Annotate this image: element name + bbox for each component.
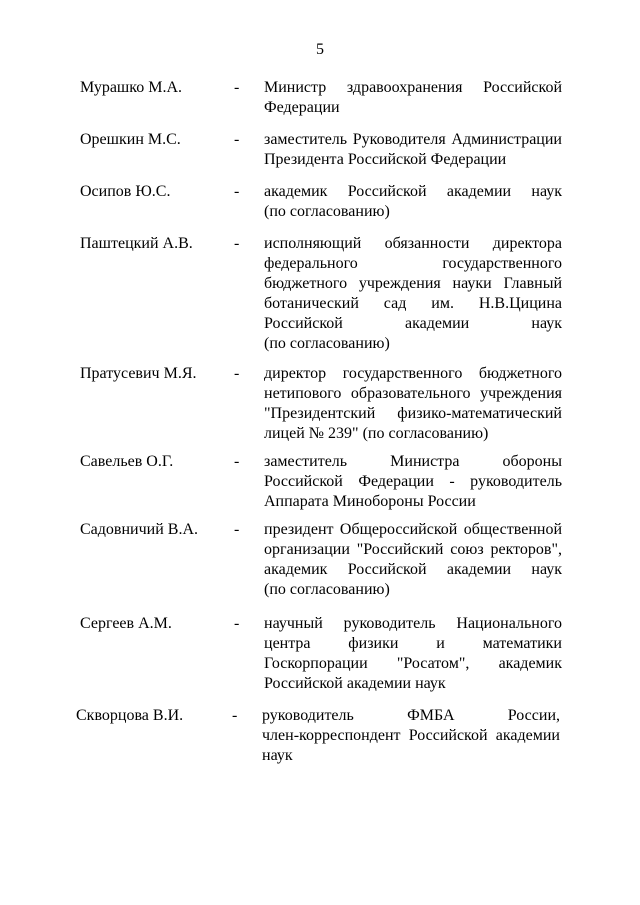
member-name: Савельев О.Г.	[80, 453, 174, 470]
position-line: Аппарата Минобороны России	[264, 493, 476, 510]
position-line: академик Российской академии наук	[264, 561, 562, 578]
position-line: (по согласованию)	[264, 335, 390, 352]
page-number: 5	[316, 41, 324, 58]
position-line: Министр здравоохранения Российской	[264, 79, 562, 96]
position-line: бюджетного учреждения науки Главный	[264, 275, 562, 292]
member-name: Осипов Ю.С.	[80, 183, 171, 200]
position-line: Российской академии наук	[264, 315, 562, 332]
member-name: Орешкин М.С.	[80, 131, 181, 148]
position-line: академик Российской академии наук	[264, 183, 562, 200]
position-line: директор государственного бюджетного	[264, 365, 562, 382]
position-line: (по согласованию)	[264, 203, 390, 220]
position-line: федерального государственного	[264, 255, 562, 272]
separator-dash: -	[234, 131, 240, 148]
position-line: научный руководитель Национального	[264, 615, 562, 632]
position-line: Российской Федерации - руководитель	[264, 473, 562, 490]
position-line: Российской академии наук	[264, 675, 446, 692]
position-line: исполняющий обязанности директора	[264, 235, 562, 252]
member-name: Скворцова В.И.	[76, 707, 184, 724]
separator-dash: -	[232, 707, 238, 724]
position-line: центра физики и математики	[264, 635, 562, 652]
position-line: Федерации	[264, 99, 340, 116]
position-line: президент Общероссийской общественной	[264, 521, 562, 538]
member-position	[264, 452, 562, 512]
separator-dash: -	[234, 183, 240, 200]
member-position	[264, 520, 562, 600]
position-line: Президента Российской Федерации	[264, 151, 507, 168]
position-line: член-корреспондент Российской академии	[262, 727, 560, 744]
member-position	[264, 614, 562, 694]
position-line: Госкорпорации "Росатом", академик	[264, 655, 562, 672]
separator-dash: -	[234, 235, 240, 252]
position-line: наук	[262, 747, 293, 764]
position-line: заместитель Руководителя Администрации	[264, 131, 562, 148]
separator-dash: -	[234, 521, 240, 538]
member-position	[264, 130, 562, 170]
position-line: (по согласованию)	[264, 581, 390, 598]
position-line: нетипового образовательного учреждения	[264, 385, 562, 402]
member-name: Паштецкий А.В.	[80, 235, 193, 252]
position-line: заместитель Министра обороны	[264, 453, 562, 470]
separator-dash: -	[234, 615, 240, 632]
position-line: ботанический сад им. Н.В.Цицина	[264, 295, 562, 312]
separator-dash: -	[234, 453, 240, 470]
position-line: "Президентский физико-математический	[264, 405, 562, 422]
member-position	[262, 706, 560, 766]
member-position	[264, 234, 562, 354]
separator-dash: -	[234, 365, 240, 382]
member-position	[264, 364, 562, 444]
member-name: Садовничий В.А.	[80, 521, 198, 538]
member-name: Пратусевич М.Я.	[80, 365, 197, 382]
member-position	[264, 78, 562, 118]
member-name: Сергеев А.М.	[80, 615, 172, 632]
member-position	[264, 182, 562, 222]
position-line: организации "Российский союз ректоров",	[264, 541, 562, 558]
position-line: лицей № 239" (по согласованию)	[264, 425, 489, 442]
member-name: Мурашко М.А.	[80, 79, 182, 96]
separator-dash: -	[234, 79, 240, 96]
position-line: руководитель ФМБА России,	[262, 707, 560, 724]
